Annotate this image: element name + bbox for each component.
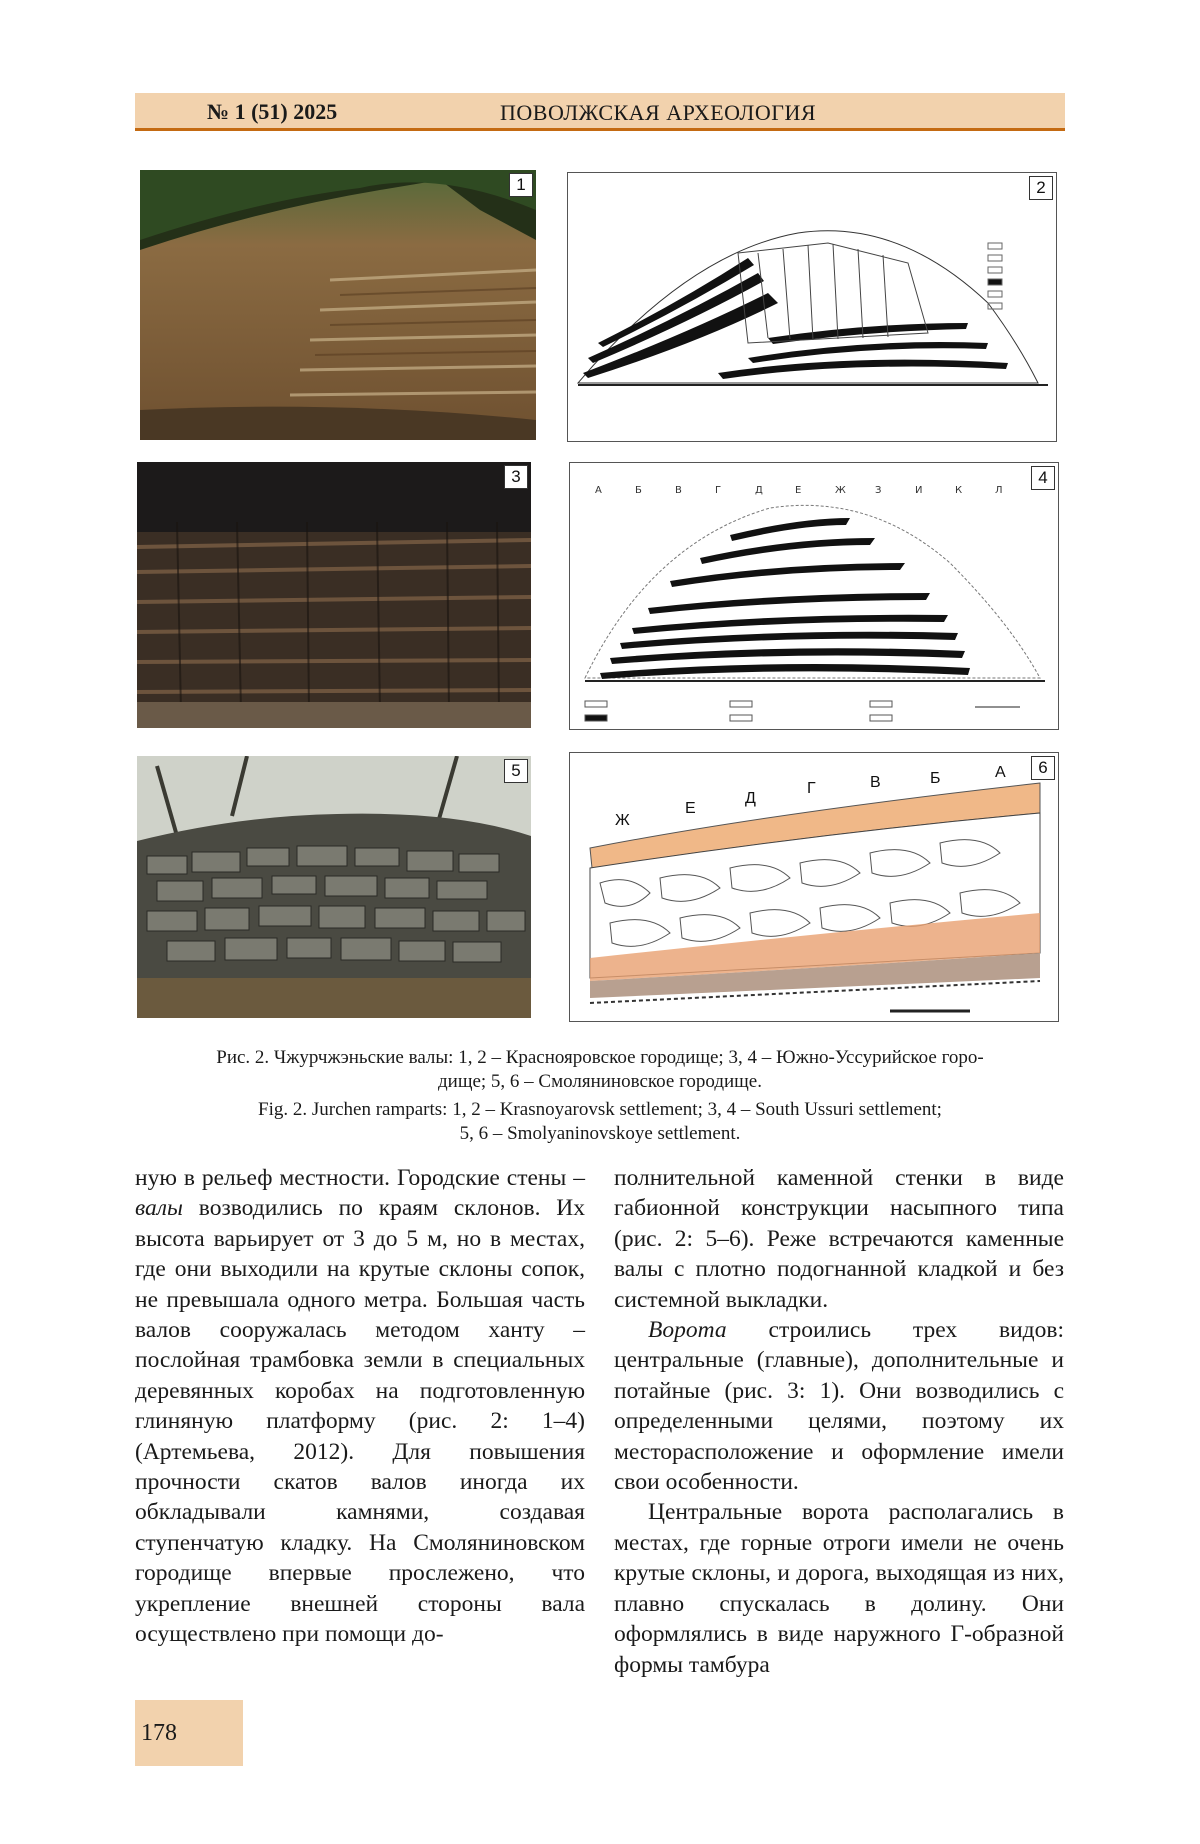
- figure-panel-4: [569, 462, 1059, 730]
- rampart-section-drawing-6: [570, 753, 1059, 1022]
- trench-letter: Б: [635, 485, 642, 496]
- panel-label: 6: [1031, 756, 1055, 780]
- panel-label: 3: [504, 465, 528, 489]
- rampart-photo-5: [137, 756, 531, 1018]
- trench-letter: Б: [930, 770, 941, 787]
- trench-letter: А: [595, 485, 602, 496]
- figure-caption-ru-line-2: дище; 5, 6 – Смоляниновское городище.: [438, 1071, 762, 1092]
- page-number: 178: [135, 1700, 243, 1766]
- figure-panel-2: [567, 172, 1057, 442]
- body-column-right: [614, 1163, 1064, 1680]
- trench-letter: А: [995, 764, 1006, 781]
- trench-letter: Ж: [835, 485, 846, 496]
- trench-letter: В: [675, 485, 682, 496]
- rampart-section-drawing-2: [568, 173, 1057, 442]
- journal-title: ПОВОЛЖСКАЯ АРХЕОЛОГИЯ: [500, 100, 817, 125]
- trench-letter: Д: [755, 485, 763, 496]
- trench-letter: Е: [685, 800, 696, 817]
- figure-panel-6: [569, 752, 1059, 1022]
- figure-panel-1: [140, 170, 536, 440]
- trench-letter: Е: [795, 485, 802, 496]
- trench-letters: [595, 485, 1003, 496]
- trench-letter: Г: [807, 780, 816, 797]
- body-text: возводились по краям склонов. Их высота варьирует от 3 до 5 м, но в местах, где они выходили на крутые склоны сопок, не превышала одного метра. Большая часть валов сооружалась методом ханту – послойная трамбовка земли в специальных деревянных коробах на подготовленную глиняную платформу (рис. 2: 1–4) (Артемьева, 2012). Для повышения прочности скатов валов иногда их обкладывали камнями, создавая ступенчатую кладку. На Смоляниновском городище впервые прослежено, что укрепление внешней стороны вала осуществлено при помощи до-: [135, 1195, 585, 1648]
- trench-letter: К: [955, 485, 963, 496]
- trench-letter: Г: [715, 485, 722, 496]
- trench-letter: З: [875, 485, 882, 496]
- figure-caption-ru-line-1: Рис. 2. Чжурчжэньские валы: 1, 2 – Краснояровское городище; 3, 4 – Южно-Уссурийское горо-: [216, 1047, 984, 1068]
- trench-letter: Л: [995, 485, 1003, 496]
- body-paragraph: [614, 1315, 1064, 1497]
- rampart-section-drawing-4: [570, 463, 1059, 730]
- emphasized-term: Ворота: [648, 1317, 727, 1344]
- trench-letter: Д: [745, 790, 756, 807]
- body-paragraph: полнительной каменной стенки в виде габионной конструкции насыпного типа (рис. 2: 5–6). Реже встречаются каменные валы с плотно подогнанной кладкой и без системной выкладки.: [614, 1165, 1064, 1313]
- rampart-photo-1: [140, 170, 536, 440]
- panel-label: 5: [504, 759, 528, 783]
- body-paragraph: [135, 1163, 585, 1650]
- trench-letter: Ж: [615, 812, 630, 829]
- running-header: [135, 93, 1065, 131]
- rampart-photo-3: [137, 462, 531, 728]
- figure-panel-3: [137, 462, 531, 728]
- body-column-left: [135, 1163, 585, 1650]
- emphasized-term: валы: [135, 1195, 183, 1222]
- figure-caption-en-line-1: Fig. 2. Jurchen ramparts: 1, 2 – Krasnoyarovsk settlement; 3, 4 – South Ussuri settlement;: [258, 1099, 942, 1120]
- figure-panel-5: [137, 756, 531, 1018]
- trench-letter: В: [870, 774, 881, 791]
- panel-label: 2: [1029, 176, 1053, 200]
- trench-letter: И: [915, 485, 923, 496]
- body-text: строились трех видов: центральные (главные), дополнительные и потайные (рис. 3: 1). Они возводились с определенными целями, поэтому их месторасположение и оформление имели свои особенности.: [614, 1317, 1064, 1496]
- issue-number: № 1 (51) 2025: [207, 99, 338, 124]
- body-text: ную в рельеф местности. Городские стены –: [135, 1165, 585, 1191]
- body-paragraph: Центральные ворота располагались в местах, где горные отроги имели не очень крутые склоны, и дорога, выходящая из них, плавно спускалась в долину. Они оформлялись в виде наружного Г-образной формы тамбура: [614, 1499, 1064, 1678]
- figure-caption-en-line-2: 5, 6 – Smolyaninovskoye settlement.: [459, 1123, 741, 1144]
- panel-label: 4: [1031, 466, 1055, 490]
- panel-label: 1: [509, 173, 533, 197]
